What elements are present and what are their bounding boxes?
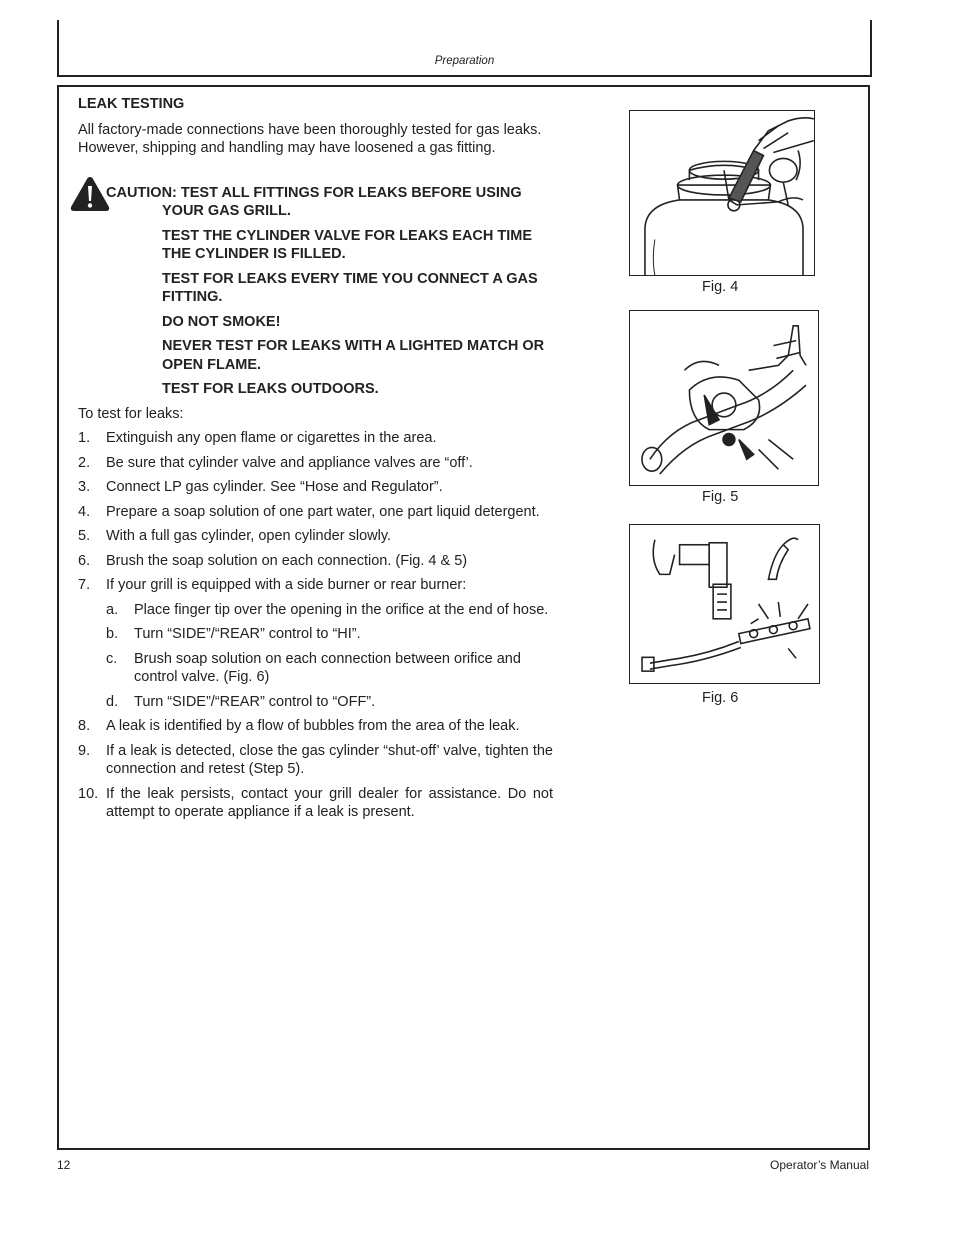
list-item: 8. A leak is identified by a flow of bubbles from the area of the leak. [78,718,520,734]
sub-list-item: d. Turn “SIDE”/“REAR” control to “OFF”. [106,693,376,710]
caution-line-1: CAUTION: TEST ALL FITTINGS FOR LEAKS BEFORE USING YOUR GAS GRILL. [106,184,522,219]
manual-title: Operator’s Manual [770,1158,869,1172]
list-item: 10. If the leak persists, contact your grill dealer for assistance. Do not attempt to operate appliance if a leak is present. [78,785,553,820]
caution-line-3: TEST FOR LEAKS EVERY TIME YOU CONNECT A GAS FITTING. [162,270,538,305]
caution-line-4: DO NOT SMOKE! [162,313,281,330]
list-item: 4. Prepare a soap solution of one part water, one part liquid detergent. [78,503,540,520]
caution-line-2: TEST THE CYLINDER VALVE FOR LEAKS EACH TIME THE CYLINDER IS FILLED. [162,227,533,262]
substeps-list [106,601,553,712]
intro-paragraph: All factory-made connections have been thoroughly tested for gas leaks. However, shipping and handling may have loosened a gas fitting. [78,121,542,156]
figure-6-illustration [629,524,820,684]
warning-triangle-icon [70,176,110,212]
list-item: 1. Extinguish any open flame or cigarettes in the area. [78,430,437,446]
figure-6-caption: Fig. 6 [702,690,739,706]
list-item: 9. If a leak is detected, close the gas cylinder “shut-off’ valve, tighten the connection and retest (Step 5). [78,742,553,777]
list-item: 7. If your grill is equipped with a side burner or rear burner: a. Place finger tip over the opening in the orifice at the end of hose. b. Turn “SIDE”/“REAR” control to “HI”. c. Brush soap solution on each connection between orifice and control valve. (Fig. 6) d. Turn “SIDE”/“REAR” control to “OFF”. [78,576,553,711]
caution-line-5: NEVER TEST FOR LEAKS WITH A LIGHTED MATCH OR OPEN FLAME. [162,338,545,373]
figure-4-illustration [629,110,815,276]
section-heading: LEAK TESTING [78,96,185,112]
list-item: 5. With a full gas cylinder, open cylinder slowly. [78,528,392,544]
figure-5-caption: Fig. 5 [702,489,739,505]
sub-list-item: c. Brush soap solution on each connection between orifice and control valve. (Fig. 6) [106,650,521,685]
text-column [78,95,553,828]
sub-list-item: b. Turn “SIDE”/“REAR” control to “HI”. [106,626,361,642]
section-label: Preparation [434,55,495,67]
sub-list-item: a. Place finger tip over the opening in the orifice at the end of hose. [106,601,549,618]
steps-list [78,429,553,822]
steps-lead: To test for leaks: [78,405,184,422]
header-frame [57,20,872,77]
list-item: 2. Be sure that cylinder valve and appliance valves are “off’. [78,454,473,471]
list-item: 6. Brush the soap solution on each connection. (Fig. 4 & 5) [78,552,468,569]
list-item: 3. Connect LP gas cylinder. See “Hose and Regulator”. [78,479,443,495]
figure-4-caption: Fig. 4 [702,279,739,295]
caution-block [78,184,553,399]
page-number: 12 [57,1158,71,1172]
figure-5-illustration [629,310,819,486]
caution-line-6: TEST FOR LEAKS OUTDOORS. [162,381,379,397]
